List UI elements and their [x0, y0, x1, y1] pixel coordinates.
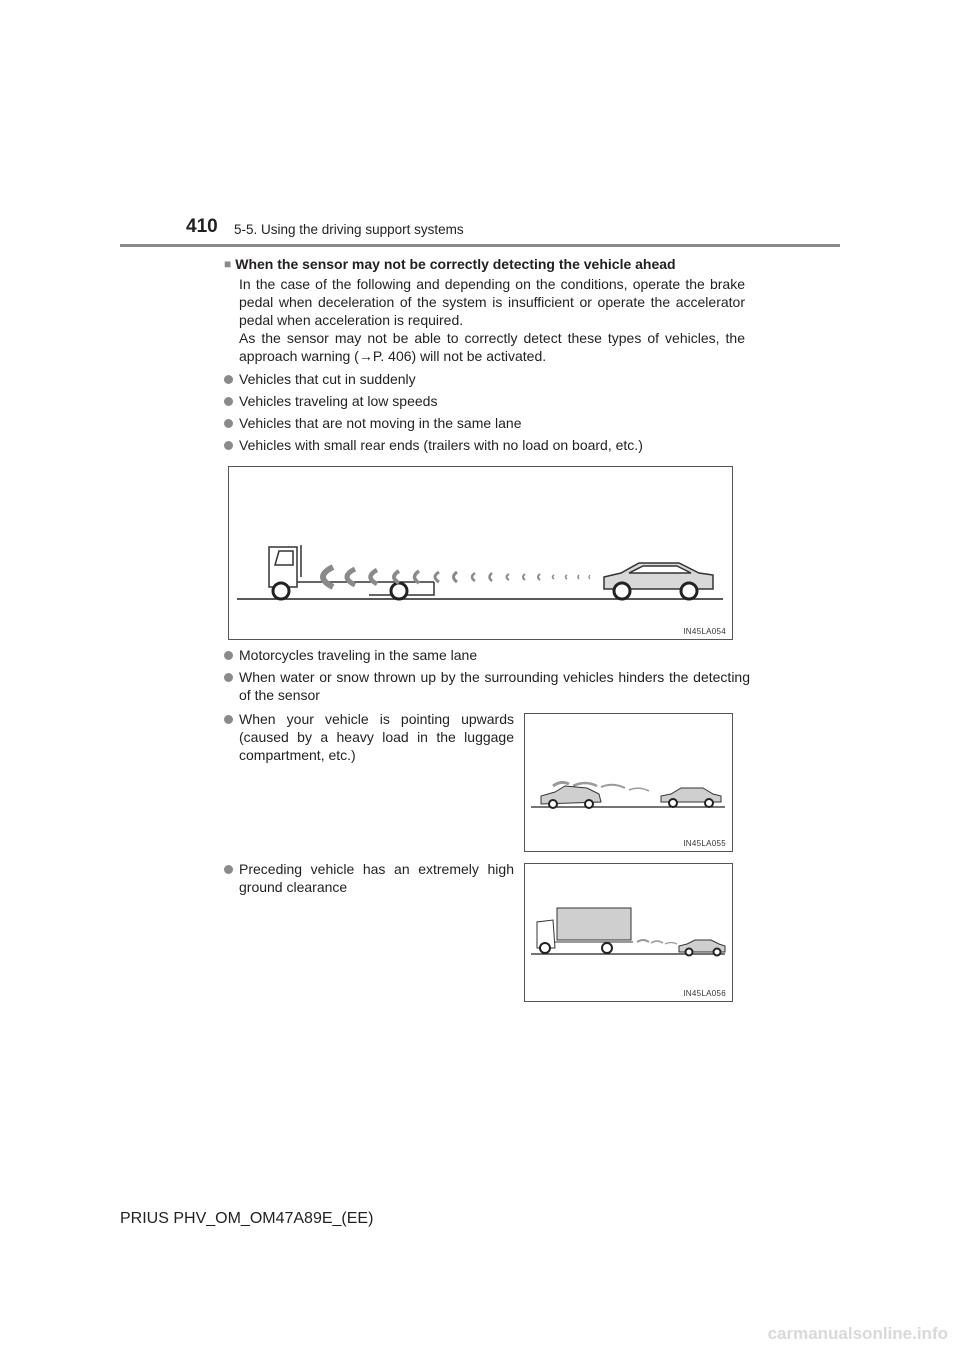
figure-code: IN45LA056 [683, 989, 726, 998]
list-item: Vehicles traveling at low speeds [224, 392, 437, 410]
list-item: Preceding vehicle has an extremely high ground clearance [224, 860, 514, 896]
trailer-scene-svg [229, 467, 732, 639]
pointing-upwards-svg [525, 714, 732, 851]
page-number: 410 [186, 216, 218, 237]
bullet-dot-icon [224, 375, 233, 384]
bullet-dot-icon [224, 397, 233, 406]
document-code-footer: PRIUS PHV_OM_OM47A89E_(EE) [120, 1210, 374, 1227]
list-item: When your vehicle is pointing upwards (caused by a heavy load in the luggage compartment, etc.) [224, 710, 514, 764]
section-title: 5-5. Using the driving support systems [234, 222, 464, 237]
figure-high-clearance [524, 863, 733, 1002]
bullet-dot-icon [224, 865, 233, 874]
bullet-dot-icon [224, 673, 233, 682]
high-clearance-svg [525, 864, 732, 1001]
list-item: Motorcycles traveling in the same lane [224, 646, 477, 664]
watermark: carmanualsonline.info [767, 1324, 948, 1343]
list-item: Vehicles that are not moving in the same lane [224, 414, 522, 432]
square-bullet-icon: ■ [224, 257, 232, 271]
figure-code: IN45LA055 [683, 839, 726, 848]
bullet-dot-icon [224, 419, 233, 428]
intro-p1: In the case of the following and depending on the conditions, operate the brake pedal when deceleration of the system is insufficient or operate the accelerator pedal when acceleration is required. [239, 276, 745, 328]
header-rule [120, 244, 840, 247]
bullet-dot-icon [224, 441, 233, 450]
bullet-dot-icon [224, 715, 233, 724]
figure-code: IN45LA054 [683, 627, 726, 636]
intro-p2: As the sensor may not be able to correctly detect these types of vehicles, the approach warning (→P. 406) will not be activated. [239, 330, 745, 364]
list-item: Vehicles with small rear ends (trailers with no load on board, etc.) [224, 436, 643, 454]
intro-paragraph [239, 275, 745, 365]
list-item: When water or snow thrown up by the surrounding vehicles hinders the detecting of the sensor [224, 668, 750, 704]
bullet-dot-icon [224, 651, 233, 660]
subsection-heading [224, 256, 676, 272]
figure-pointing-upwards [524, 713, 733, 852]
subsection-heading-text: When the sensor may not be correctly detecting the vehicle ahead [235, 256, 676, 272]
list-item: Vehicles that cut in suddenly [224, 370, 416, 388]
figure-trailer-illustration [228, 466, 733, 640]
